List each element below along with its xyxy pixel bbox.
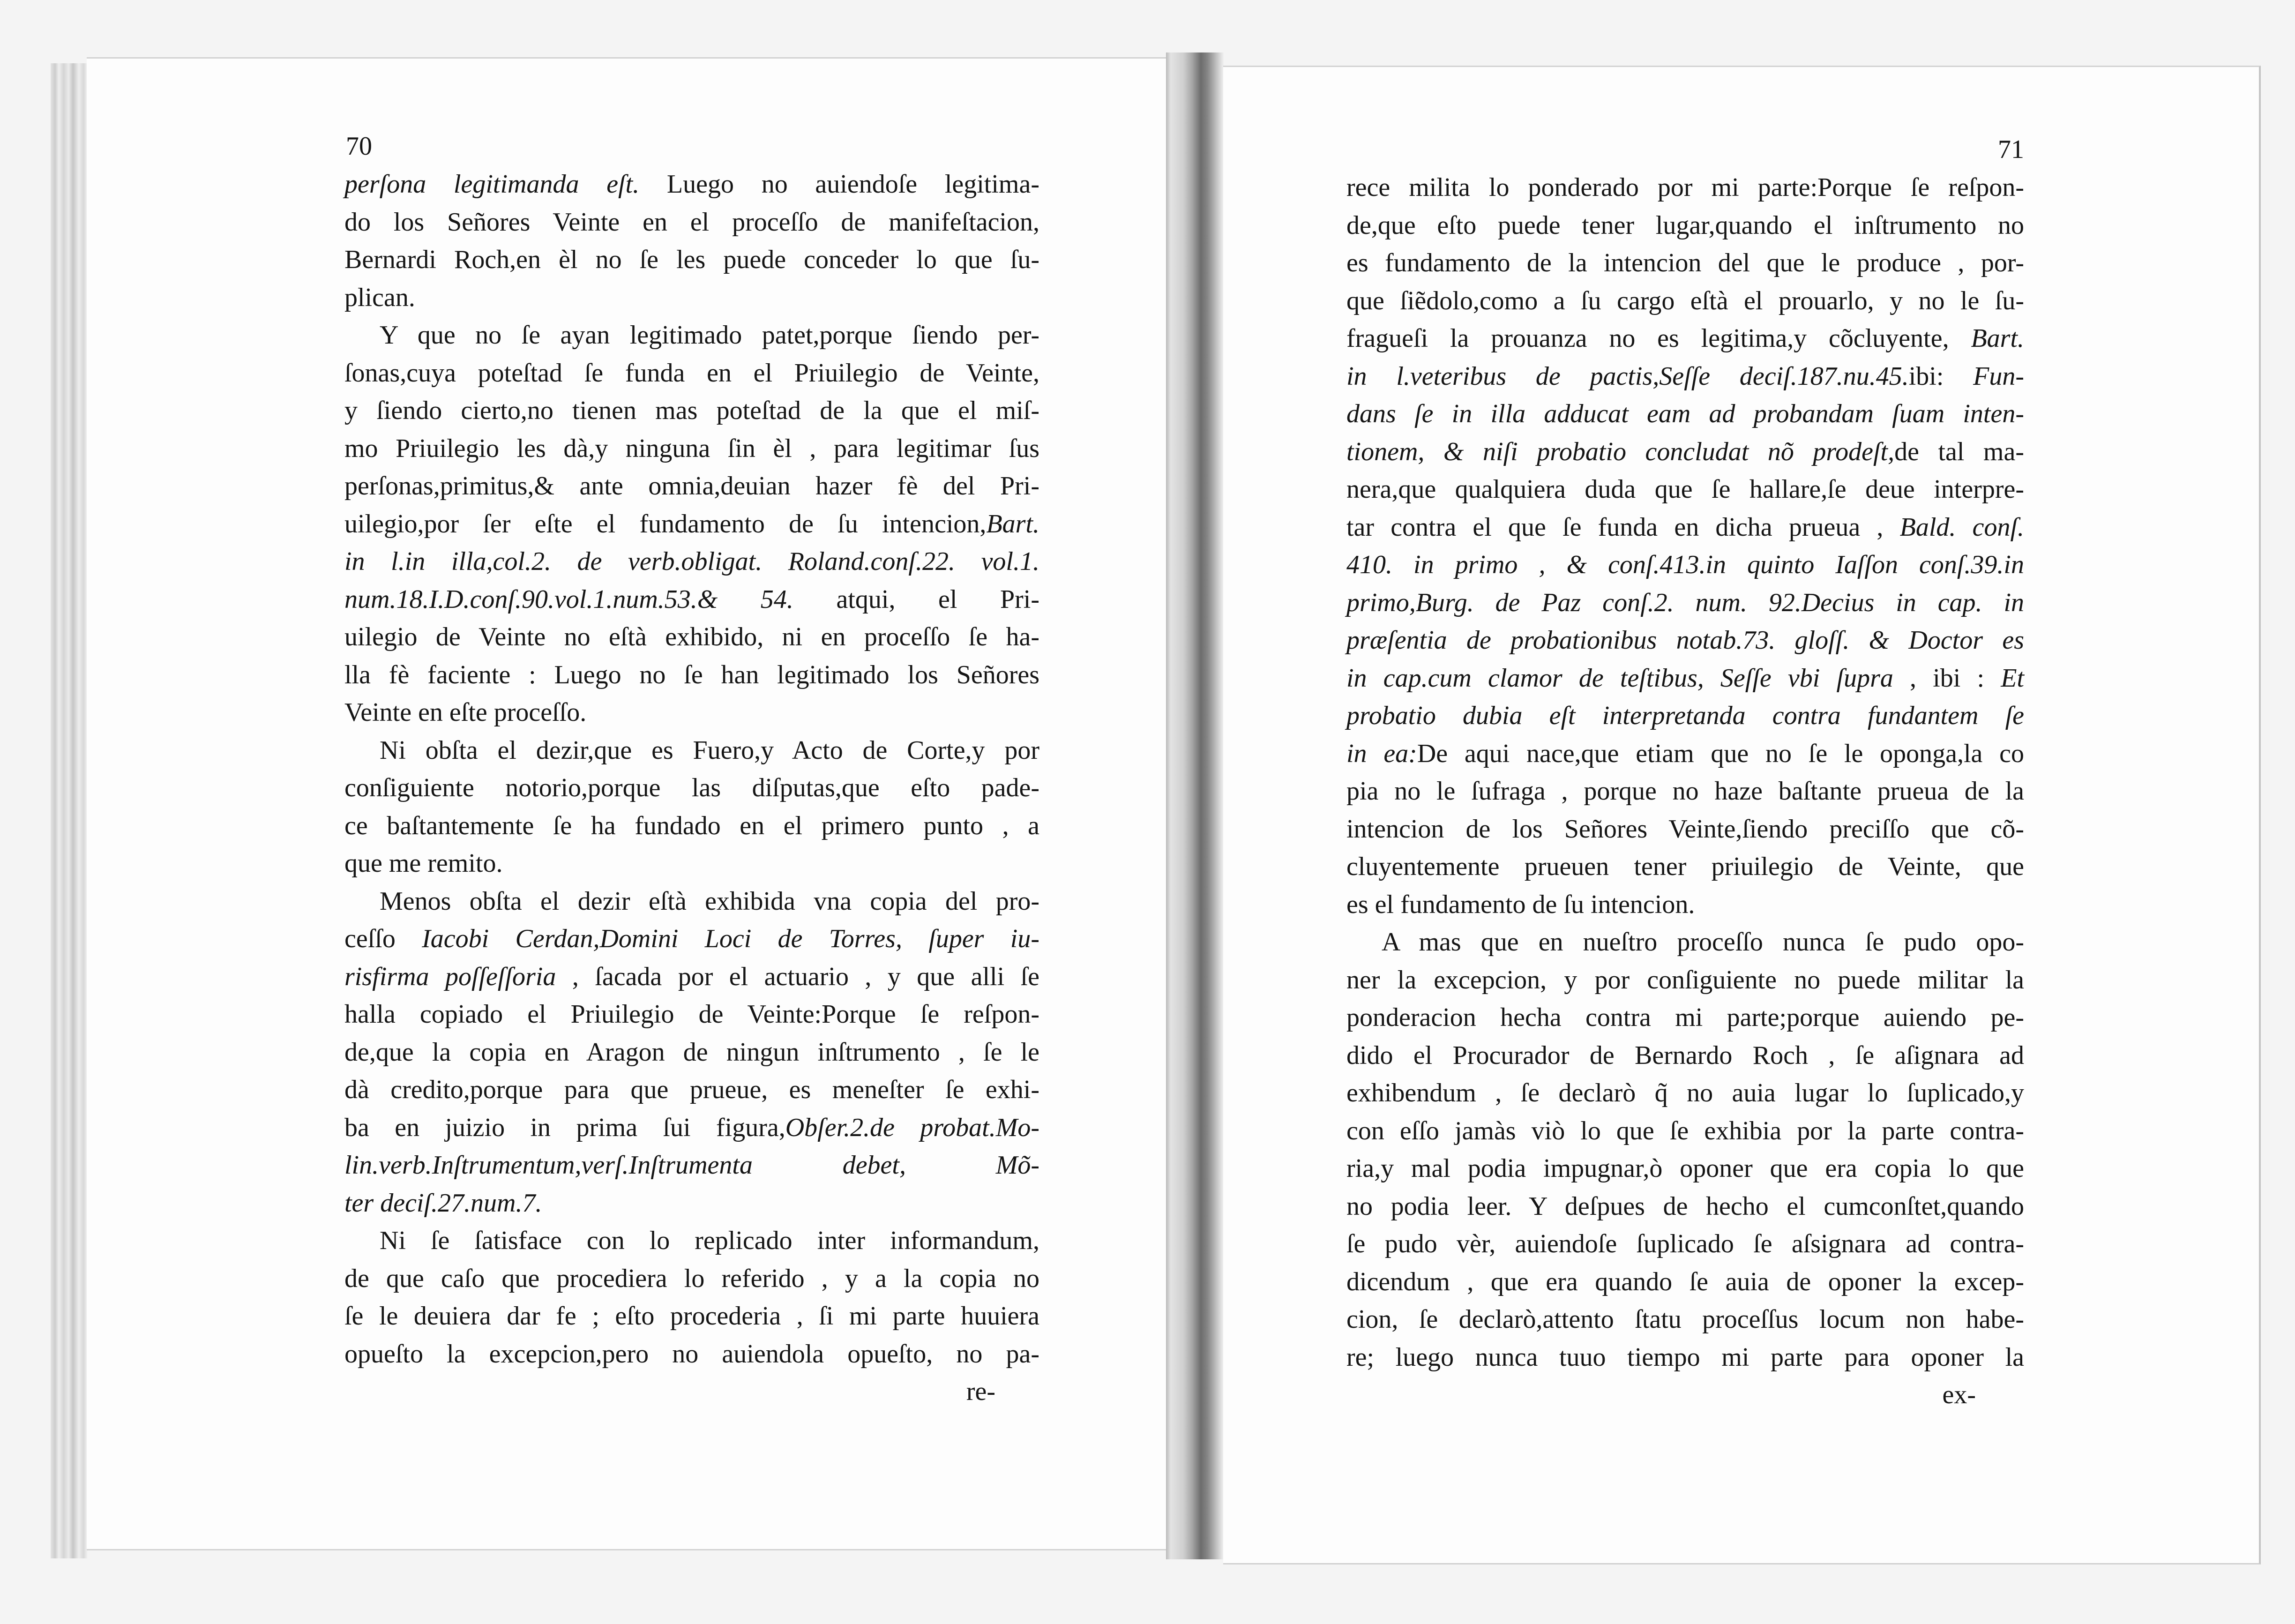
text-run: re; luego nunca tuuo tiempo mi parte para oponer la [1346, 1342, 2024, 1372]
text-run: con eſſo jamàs viò lo que ſe exhibia por la parte contra- [1346, 1116, 2024, 1145]
line-text [1346, 621, 2024, 659]
text-line [1346, 1225, 2024, 1263]
line-text [380, 316, 1039, 354]
text-line [1346, 999, 2024, 1037]
catchword: re- [966, 1377, 995, 1406]
text-line [344, 1146, 1039, 1184]
line-text [344, 958, 1039, 996]
text-run: que me remito. [344, 849, 503, 878]
text-line [344, 279, 1039, 317]
text-line [344, 769, 1039, 807]
text-line [344, 618, 1039, 656]
text-line [344, 1184, 1039, 1222]
text-line [344, 430, 1039, 468]
line-text [1346, 735, 2024, 773]
text-line [344, 1297, 1039, 1335]
italic-citation-text: lin.verb.Inſtrumentum,verſ.Inſtrumenta debet, Mõ- [344, 1151, 1039, 1180]
text-line [1346, 621, 2024, 659]
text-run: opueſto la excepcion,pero no auiendola opueſto, no pa- [344, 1339, 1039, 1369]
line-text [1382, 923, 2024, 961]
text-run: , ibi : [1893, 663, 2001, 693]
text-run: dido el Procurador de Bernardo Roch , ſe aſignara ad [1346, 1040, 2024, 1070]
italic-citation-text: Et [2001, 663, 2024, 693]
text-run: de,que eſto puede tener lugar,quando el inſtrumento no [1346, 210, 2024, 240]
text-line [1346, 1150, 2024, 1188]
text-run: A mas que en nueſtro proceſſo nunca ſe pudo opo- [1382, 928, 2024, 957]
text-line [1346, 1037, 2024, 1075]
text-run: Menos obſta el dezir eſtà exhibida vna copia del pro- [380, 886, 1039, 916]
line-text [1346, 886, 1695, 924]
text-run: rece milita lo ponderado por mi parte:Porque ſe reſpon- [1346, 173, 2024, 202]
text-run: ſe le deuiera dar fe ; eſto procederia , ſi mi parte huuiera [344, 1302, 1039, 1331]
line-text [344, 1297, 1039, 1335]
line-text [344, 543, 1039, 581]
text-line [1346, 961, 2024, 999]
page-edges-left [51, 63, 88, 1558]
text-run: de,que la copia en Aragon de ningun inſtrumento , ſe le [344, 1037, 1039, 1067]
italic-citation-text: præſentia de probationibus notab.73. gloſſ. & Doctor es [1346, 626, 2024, 655]
line-text [344, 279, 415, 317]
line-text [1346, 169, 2024, 207]
text-line [344, 467, 1039, 505]
text-line [1346, 169, 2024, 207]
text-run: Ni obſta el dezir,que es Fuero,y Acto de Corte,y por [380, 735, 1039, 765]
italic-citation-text: in cap.cum clamor de teſtibus, Seſſe vbi ſupra [1346, 663, 1893, 693]
italic-citation-text: tionem, & niſi probatio concludat nõ prodeſt, [1346, 437, 1895, 466]
text-run: ria,y mal podia impugnar,ò oponer que era copia lo que [1346, 1154, 2024, 1183]
italic-citation-text: ter deciſ.27.num.7. [344, 1188, 542, 1218]
text-run: ponderacion hecha contra mi parte;porque auiendo pe- [1346, 1003, 2024, 1032]
line-text [1346, 1263, 2024, 1301]
line-text [1346, 207, 2024, 245]
line-text [1346, 1188, 2024, 1226]
text-line [1346, 1263, 2024, 1301]
text-line [344, 1222, 1039, 1260]
line-text [1346, 1037, 2024, 1075]
text-line [344, 995, 1039, 1033]
line-text [380, 883, 1039, 921]
text-line [1346, 509, 2024, 546]
paragraph [344, 1222, 1039, 1373]
text-line [344, 241, 1039, 279]
text-run: cion, ſe declarò,attento ſtatu proceſſus locum non habe- [1346, 1305, 2024, 1334]
italic-citation-text: Obſer.2.de probat.Mo- [785, 1113, 1039, 1142]
line-text [1346, 433, 2024, 471]
text-line [1346, 735, 2024, 773]
text-run: tar contra el que ſe funda en dicha prueua , [1346, 512, 1900, 542]
line-text [1346, 1150, 2024, 1188]
text-run: Bernardi Roch,en èl no ſe les puede conceder lo que ſu- [344, 245, 1039, 274]
line-text [344, 1184, 542, 1222]
text-line [344, 203, 1039, 241]
paragraph [344, 316, 1039, 732]
text-run: nera,que qualquiera duda que ſe hallare,ſe deue interpre- [1346, 475, 2024, 504]
line-text [1346, 1225, 2024, 1263]
text-line [1346, 659, 2024, 697]
line-text [1346, 1074, 2024, 1112]
line-text [344, 1109, 1039, 1147]
text-run: ba en juizio in prima ſui figura, [344, 1113, 785, 1142]
text-run: Luego no auiendoſe legitima- [639, 170, 1039, 199]
line-text [344, 807, 1039, 845]
text-line [344, 543, 1039, 581]
text-line [344, 165, 1039, 203]
line-text [344, 1146, 1039, 1184]
line-text [1346, 358, 2024, 396]
line-text [1346, 810, 2024, 848]
text-line [344, 1260, 1039, 1298]
paragraph [344, 165, 1039, 316]
italic-citation-text: num.18.I.D.conſ.90.vol.1.num.53.& 54. [344, 584, 793, 614]
line-text [344, 769, 1039, 807]
paragraph [1346, 923, 2024, 1376]
text-run: intencion de los Señores Veinte,ſiendo preciſſo que cõ- [1346, 814, 2024, 844]
line-text [344, 203, 1039, 241]
text-line [1346, 1339, 2024, 1377]
text-run: do los Señores Veinte en el proceſſo de manifeſtacion, [344, 207, 1039, 237]
text-run: De aqui nace,que etiam que no ſe le oponga,la co [1417, 739, 2025, 768]
text-line [344, 316, 1039, 354]
line-text [344, 656, 1039, 694]
paragraph [344, 883, 1039, 1222]
line-text [344, 165, 1039, 203]
line-text [1346, 1339, 2024, 1377]
line-text [1346, 509, 2024, 546]
line-text [1346, 471, 2024, 509]
italic-citation-text: risfirma poſſeſſoria [344, 962, 556, 991]
text-run: de que caſo que procediera lo referido , y a la copia no [344, 1264, 1039, 1293]
line-text [344, 581, 1039, 619]
line-text [380, 1222, 1039, 1260]
text-line [1346, 848, 2024, 886]
text-run: perſonas,primitus,& ante omnia,deuian hazer fè del Pri- [344, 471, 1039, 501]
text-line [1346, 244, 2024, 282]
line-text [344, 694, 586, 732]
text-line [1346, 697, 2024, 735]
line-text [1346, 1301, 2024, 1339]
text-run: ibi: [1908, 361, 1974, 391]
text-line [344, 505, 1039, 543]
line-text [1346, 1112, 2024, 1150]
text-run: ſe pudo vèr, auiendoſe ſuplicado ſe aſsignara ad contra- [1346, 1229, 2024, 1258]
text-run: Ni ſe ſatisface con lo replicado inter informandum, [380, 1226, 1039, 1255]
text-line [1346, 886, 2024, 924]
book-gutter [1166, 52, 1224, 1559]
line-text [344, 241, 1039, 279]
italic-citation-text: Bart. [1971, 324, 2024, 353]
text-run: uilegio de Veinte no eſtà exhibido, ni en proceſſo ſe ha- [344, 622, 1039, 651]
paragraph [344, 732, 1039, 883]
text-run: exhibendum , ſe declarò q̃ no auia lugar lo ſuplicado,y [1346, 1078, 2024, 1108]
text-line [1346, 282, 2024, 320]
text-run: y ſiendo cierto,no tienen mas poteſtad de la que el miſ- [344, 396, 1039, 425]
text-line [344, 1071, 1039, 1109]
line-text [344, 1033, 1039, 1071]
line-text [344, 920, 1039, 958]
text-run: Y que no ſe ayan legitimado patet,porque ſiendo per- [380, 321, 1039, 350]
line-text [344, 467, 1039, 505]
text-run: ſonas,cuya poteſtad ſe funda en el Priuilegio de Veinte, [344, 358, 1039, 388]
right-page [1223, 66, 2261, 1564]
text-run: , ſacada por el actuario , y que alli ſe [556, 962, 1039, 991]
line-text [1346, 282, 2024, 320]
text-line [344, 354, 1039, 392]
text-run: plican. [344, 283, 415, 312]
italic-citation-text: Iacobi Cerdan,Domini Loci de Torres, ſuper iu- [422, 924, 1039, 953]
italic-citation-text: Bald. conſ. [1899, 512, 2025, 542]
text-line [344, 656, 1039, 694]
text-line [1346, 772, 2024, 810]
text-run: atqui, el Pri- [793, 584, 1039, 614]
line-text [1346, 320, 2024, 358]
page-number: 70 [346, 132, 372, 161]
text-run: cluyentemente prueuen tener priuilegio de Veinte, que [1346, 852, 2024, 881]
italic-citation-text: Fun- [1973, 361, 2024, 391]
text-line [1346, 358, 2024, 396]
text-line [344, 958, 1039, 996]
text-line [1346, 810, 2024, 848]
text-line [1346, 395, 2024, 433]
text-line [344, 920, 1039, 958]
text-run: que ſiẽdolo,como a ſu cargo eſtà el prouarlo, y no le ſu- [1346, 286, 2024, 315]
text-block [1346, 169, 2024, 1376]
text-run: ce baſtantemente ſe ha fundado en el primero punto , a [344, 811, 1039, 840]
page-number: 71 [1998, 135, 2024, 164]
text-run: dà credito,porque para que prueue, es meneſter ſe exhi- [344, 1075, 1039, 1104]
text-line [1346, 546, 2024, 584]
text-run: es fundamento de la intencion del que le produce , por- [1346, 248, 2024, 277]
line-text [344, 845, 502, 883]
text-run: lla fè faciente : Luego no ſe han legitimado los Señores [344, 660, 1039, 689]
line-text [1346, 697, 2024, 735]
text-line [344, 883, 1039, 921]
text-run: dicendum , que era quando ſe auia de oponer la excep- [1346, 1267, 2024, 1296]
text-line [344, 807, 1039, 845]
line-text [1346, 659, 2024, 697]
left-page [87, 57, 1167, 1550]
italic-citation-text: in ea: [1346, 739, 1417, 768]
line-text [1346, 772, 2024, 810]
line-text [344, 1071, 1039, 1109]
text-line [1346, 1301, 2024, 1339]
text-run: uilegio,por ſer eſte el fundamento de ſu intencion, [344, 509, 987, 539]
text-line [1346, 1112, 2024, 1150]
text-run: ceſſo [344, 924, 422, 953]
italic-citation-text: in l.in illa,col.2. de verb.obligat. Roland.conſ.22. vol.1. [344, 547, 1039, 576]
text-run: ner la excepcion, y por conſiguiente no puede militar la [1346, 965, 2024, 995]
text-line [344, 392, 1039, 430]
text-line [344, 1109, 1039, 1147]
italic-citation-text: 410. in primo , & conſ.413.in quinto Iaſſon conſ.39.in [1346, 550, 2024, 579]
text-line [344, 845, 1039, 883]
text-line [1346, 320, 2024, 358]
text-run: fragueſi la prouanza no es legitima,y cõcluyente, [1346, 324, 1971, 353]
text-run: mo Priuilegio les dà,y ninguna ſin èl , para legitimar ſus [344, 434, 1039, 463]
line-text [1346, 961, 2024, 999]
text-run: halla copiado el Priuilegio de Veinte:Porque ſe reſpon- [344, 1000, 1039, 1029]
text-run: no podia leer. Y deſpues de hecho el cumconſtet,quando [1346, 1191, 2024, 1221]
line-text [1346, 395, 2024, 433]
line-text [344, 1260, 1039, 1298]
text-block [344, 165, 1039, 1373]
line-text [344, 505, 1039, 543]
text-run: conſiguiente notorio,porque las diſputas,que eſto pade- [344, 773, 1039, 802]
italic-citation-text: dans ſe in illa adducat eam ad probandam ſuam inten- [1346, 399, 2024, 428]
text-run: de tal ma- [1894, 437, 2024, 466]
italic-citation-text: perſona legitimanda eſt. [344, 170, 640, 199]
line-text [344, 354, 1039, 392]
line-text [344, 430, 1039, 468]
text-line [1346, 433, 2024, 471]
catchword: ex- [1942, 1380, 1976, 1409]
line-text [344, 995, 1039, 1033]
line-text [1346, 848, 2024, 886]
text-line [344, 1033, 1039, 1071]
text-line [1346, 207, 2024, 245]
line-text [344, 392, 1039, 430]
text-line [1346, 584, 2024, 622]
text-line [344, 694, 1039, 732]
text-line [344, 1335, 1039, 1373]
text-line [1346, 923, 2024, 961]
text-line [1346, 1074, 2024, 1112]
text-run: pia no le ſufraga , porque no haze baſtante prueua de la [1346, 777, 2024, 806]
text-line [344, 581, 1039, 619]
text-run: es el fundamento de ſu intencion. [1346, 890, 1695, 919]
italic-citation-text: probatio dubia eſt interpretanda contra fundantem ſe [1346, 701, 2024, 730]
line-text [1346, 999, 2024, 1037]
line-text [344, 1335, 1039, 1373]
line-text [380, 732, 1039, 770]
line-text [1346, 584, 2024, 622]
text-line [1346, 1188, 2024, 1226]
paragraph [1346, 169, 2024, 923]
italic-citation-text: in l.veteribus de pactis,Seſſe deciſ.187.nu.45. [1346, 361, 1909, 391]
text-line [344, 732, 1039, 770]
italic-citation-text: primo,Burg. de Paz conſ.2. num. 92.Decius in cap. in [1346, 588, 2024, 617]
line-text [1346, 244, 2024, 282]
line-text [344, 618, 1039, 656]
text-line [1346, 471, 2024, 509]
italic-citation-text: Bart. [986, 509, 1039, 539]
line-text [1346, 546, 2024, 584]
text-run: Veinte en eſte proceſſo. [344, 698, 587, 727]
